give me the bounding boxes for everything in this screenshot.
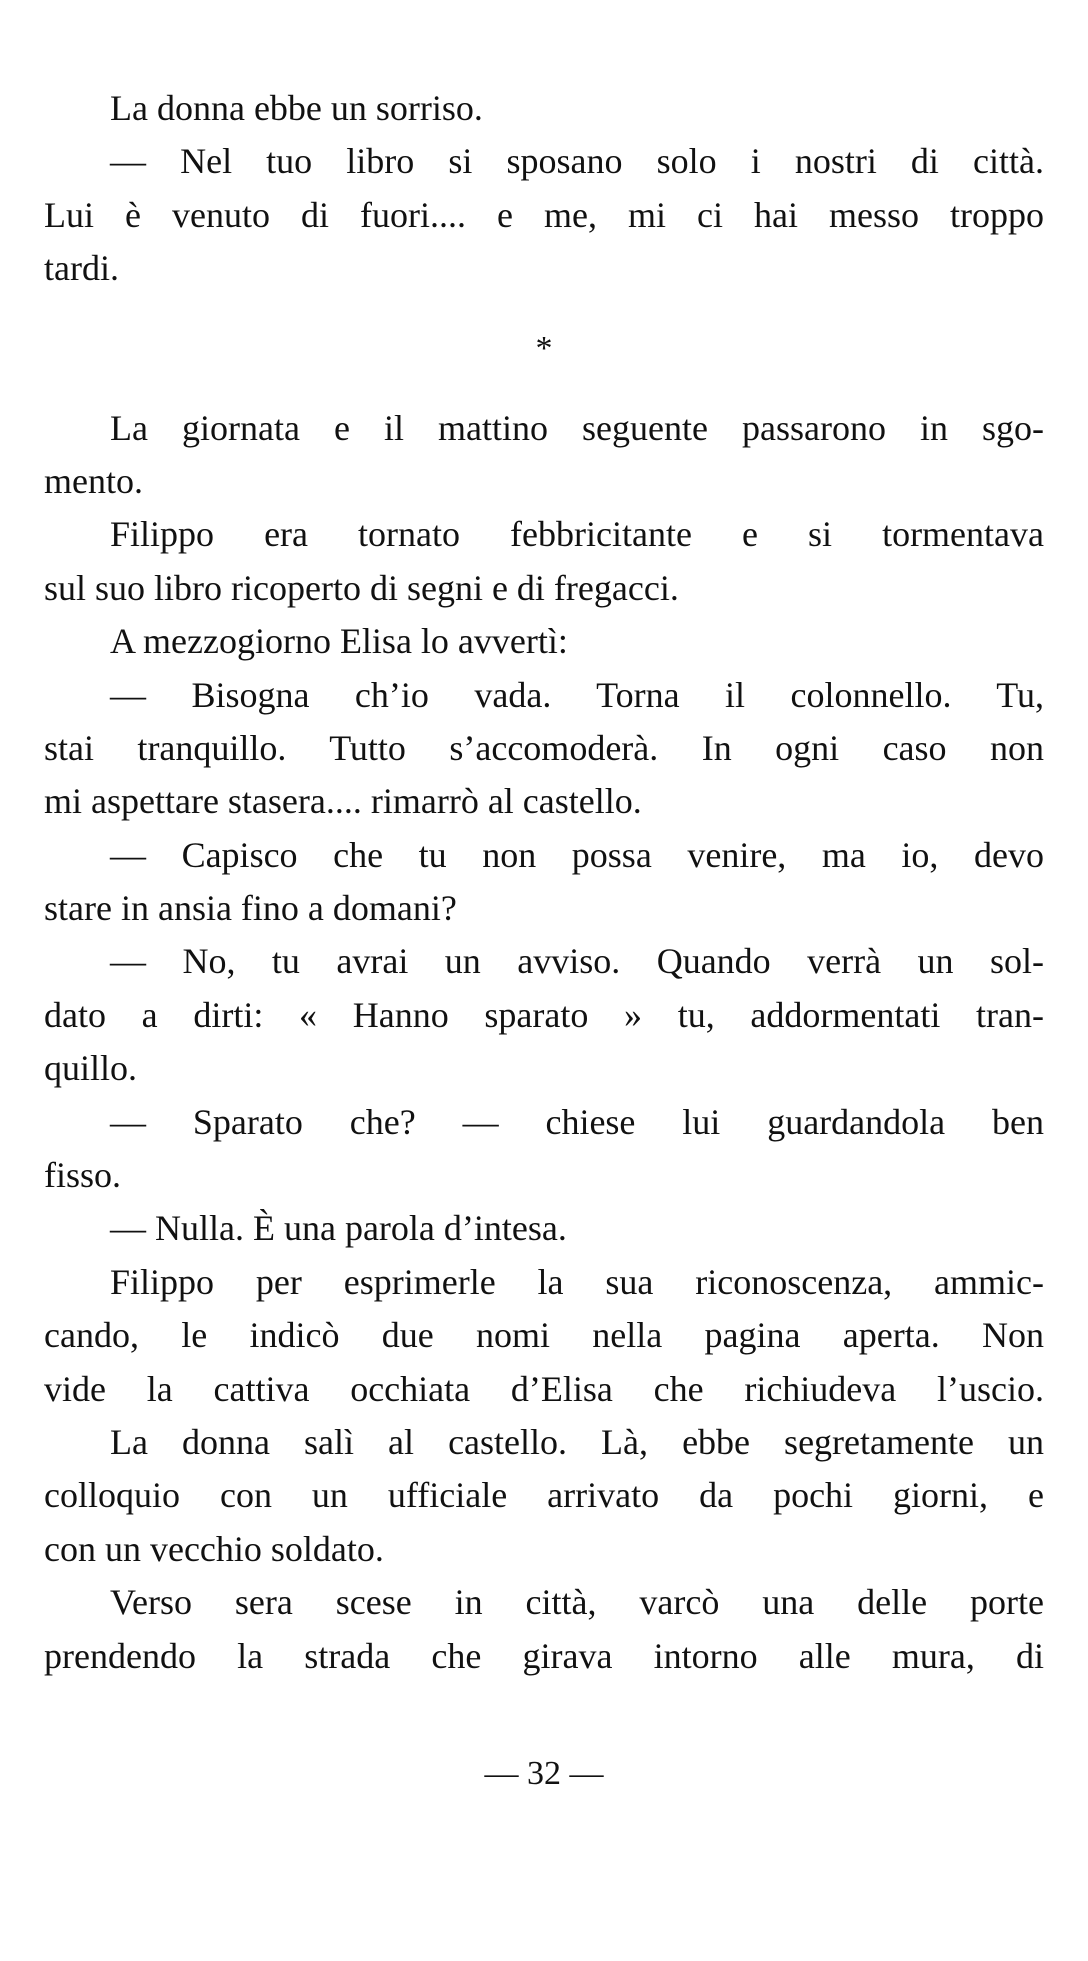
text-line: colloquio con un ufficiale arrivato da pochi giorni, e (44, 1475, 1044, 1516)
text-line: stare in ansia fino a domani? (44, 888, 457, 929)
text-line: stai tranquillo. Tutto s’accomoderà. In ogni caso non (44, 727, 1044, 768)
text-line: mento. (44, 460, 143, 501)
text-line: Lui è venuto di fuori.... e me, mi ci hai messo troppo (44, 194, 1044, 235)
text-line: cando, le indicò due nomi nella pagina aperta. Non (44, 1315, 1044, 1356)
text-line: quillo. (44, 1048, 138, 1089)
text-line: La giornata e il mattino seguente passarono in sgo- (110, 407, 1044, 448)
text-line: sul suo libro ricoperto di segni e di fregacci. (44, 567, 679, 608)
text-line: Filippo era tornato febbricitante e si tormentava (110, 514, 1044, 555)
text-line: — Nulla. È una parola d’intesa. (110, 1208, 567, 1249)
text-line: La donna salì al castello. Là, ebbe segretamente un (110, 1421, 1044, 1462)
page-number: — 32 — (484, 1755, 604, 1792)
text-line: — Capisco che tu non possa venire, ma io, devo (110, 834, 1044, 875)
text-line: Verso sera scese in città, varcò una delle porte (110, 1582, 1044, 1623)
text-block-1 (44, 82, 1044, 296)
text-line: Filippo per esprimerle la sua riconoscenza, ammic- (110, 1261, 1044, 1302)
text-line: fisso. (44, 1155, 122, 1196)
text-line: dato a dirti: « Hanno sparato » tu, addormentati tran- (44, 994, 1044, 1035)
section-separator: * (535, 329, 553, 367)
text-line: vide la cattiva occhiata d’Elisa che richiudeva l’uscio. (44, 1368, 1044, 1409)
text-line: con un vecchio soldato. (44, 1528, 384, 1569)
page-body (44, 82, 1044, 1683)
text-line: — No, tu avrai un avviso. Quando verrà un sol- (110, 941, 1044, 982)
text-line: — Bisogna ch’io vada. Torna il colonnello. Tu, (110, 674, 1044, 715)
text-line: La donna ebbe un sorriso. (110, 88, 483, 128)
text-line: — Nel tuo libro si sposano solo i nostri di città. (110, 141, 1044, 182)
text-line: A mezzogiorno Elisa lo avvertì: (110, 621, 568, 662)
text-line: mi aspettare stasera.... rimarrò al castello. (44, 781, 642, 822)
text-line: — Sparato che? — chiese lui guardandola ben (110, 1101, 1044, 1142)
text-line: prendendo la strada che girava intorno alle mura, di (44, 1635, 1044, 1676)
text-line: tardi. (44, 248, 119, 289)
text-block-2 (44, 402, 1044, 1683)
